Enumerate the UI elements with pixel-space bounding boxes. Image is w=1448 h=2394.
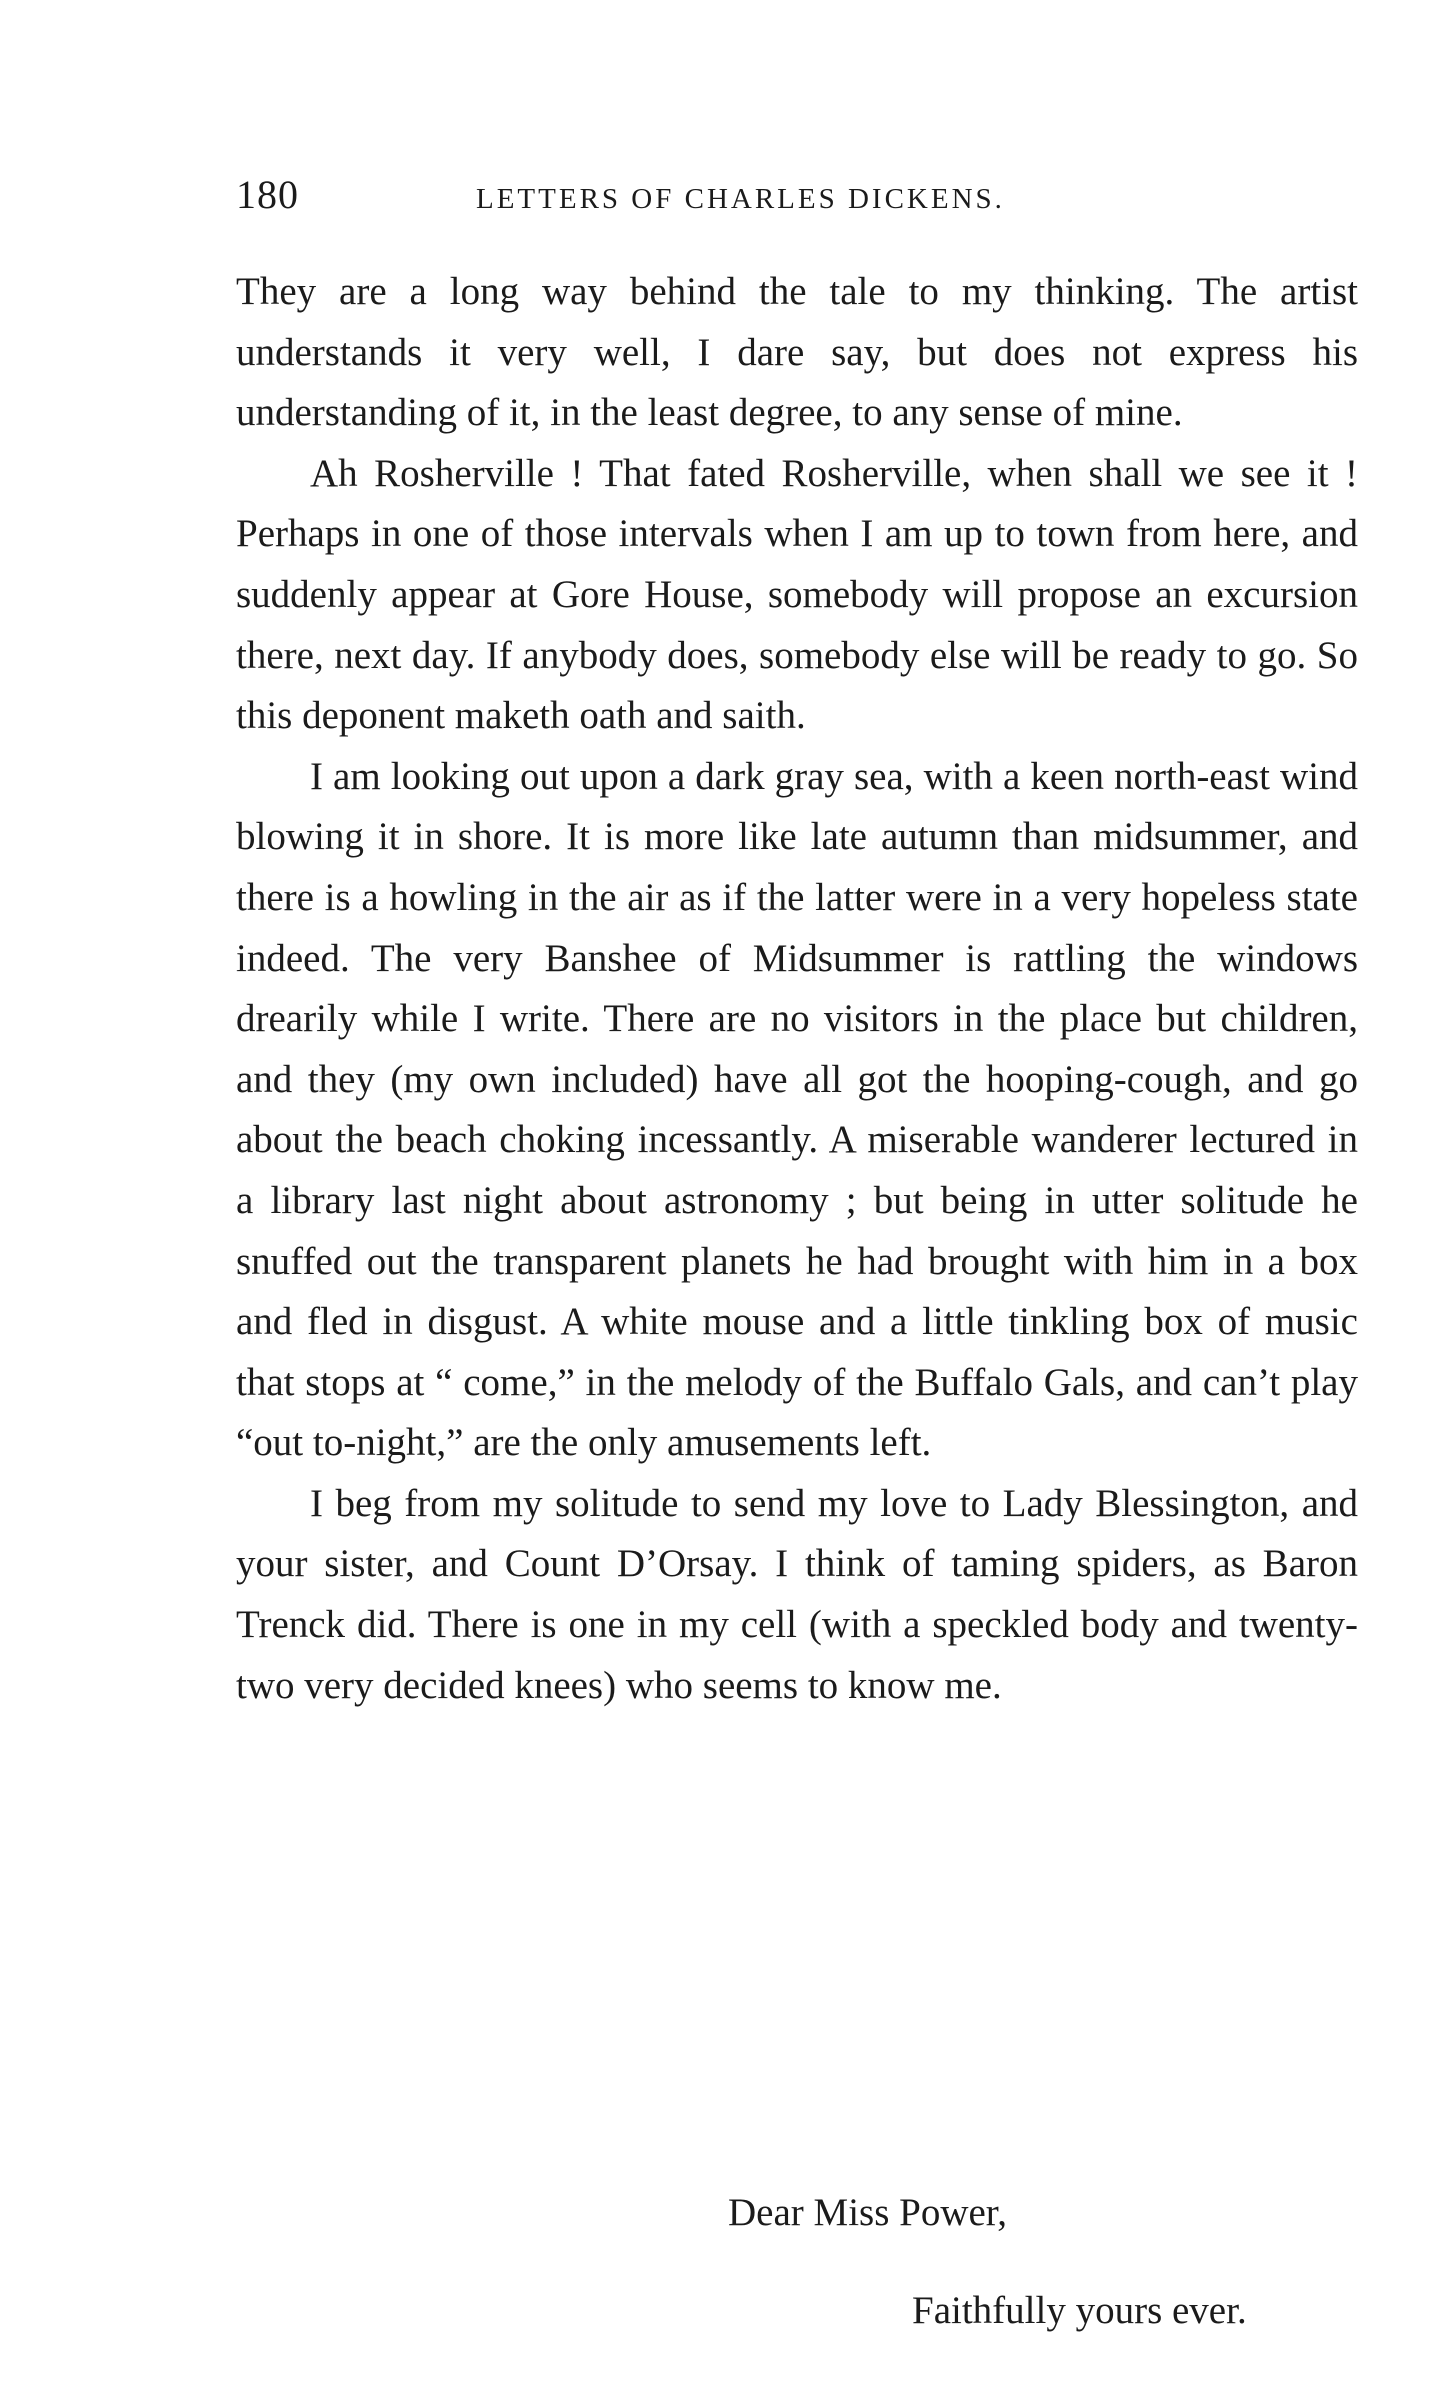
- paragraph-2: Ah Rosherville ! That fated Rosherville, when shall we see it ! Perhaps in one of those intervals when I am up to town from here, and suddenly appear at Gore House, somebody will propose an excursion there, next day. If anybody does, somebody else will be ready to go. So this deponent maketh oath and saith.: [236, 451, 1358, 738]
- paragraph-1: They are a long way behind the tale to my thinking. The artist understands it very well, I dare say, but does not express his understanding of it, in the least degree, to any sense of mine.: [236, 270, 1358, 435]
- paragraph-3: I am looking out upon a dark gray sea, with a keen north-east wind blowing it in shore. It is more like late autumn than midsummer, and there is a howling in the air as if the latter were in a very hopeless state indeed. The very Banshee of Midsummer is rattling the windows drearily while I write. There are no visitors in the place but children, and they (my own included) have all got the hooping-cough, and go about the beach choking incessantly. A miserable wanderer lectured in a library last night about astronomy ; but being in utter solitude he snuffed out the transparent planets he had brought with him in a box and fled in disgust. A white mouse and a little tinkling box of music that stops at “ come,” in the melody of the Buffalo Gals, and can’t play “out to-night,” are the only amusements left.: [236, 754, 1358, 1465]
- page-header: [236, 165, 1356, 225]
- paragraph-4: I beg from my solitude to send my love to Lady Blessington, and your sister, and Count D’Orsay. I think of taming spiders, as Baron Trenck did. There is one in my cell (with a speckled body and twenty-two very decided knees) who seems to know me.: [236, 1481, 1358, 1707]
- signoff: Faithfully yours ever.: [912, 2289, 1247, 2332]
- salutation: Dear Miss Power,: [728, 2191, 1007, 2234]
- letter-body: [236, 262, 1358, 1716]
- page-number: 180: [236, 172, 299, 217]
- running-head: LETTERS OF CHARLES DICKENS.: [476, 183, 1005, 215]
